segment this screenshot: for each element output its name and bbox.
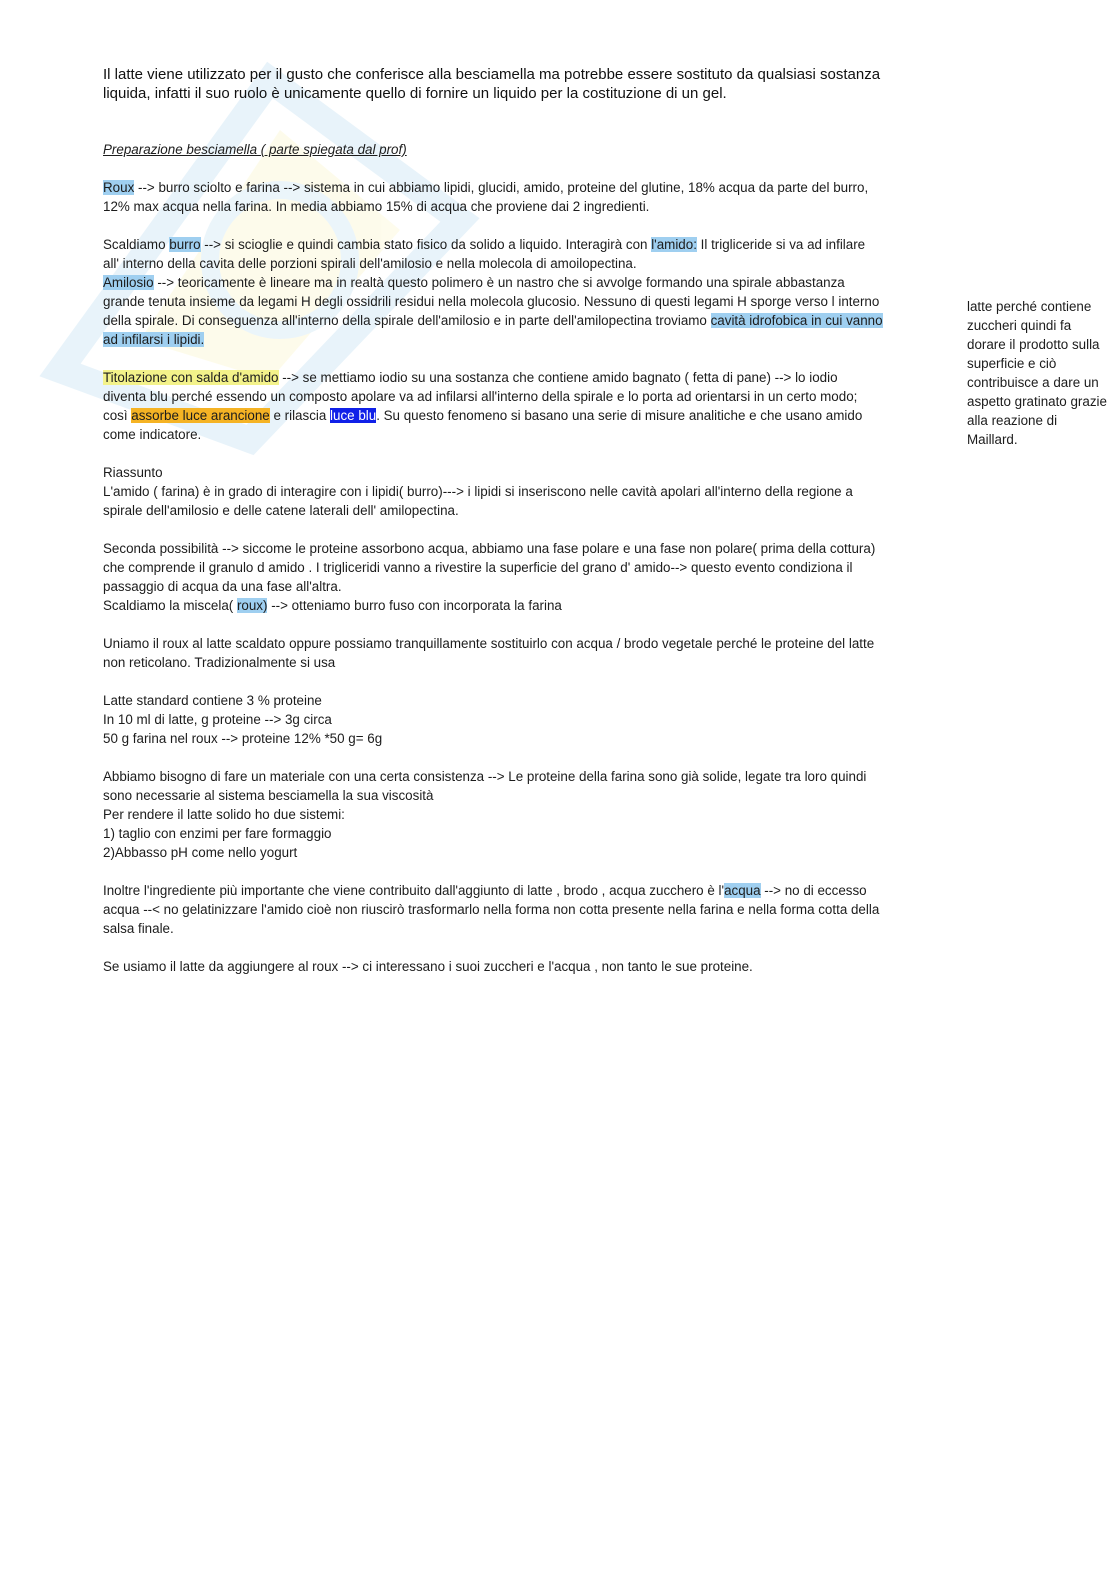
uniamo-paragraph: Uniamo il roux al latte scaldato oppure possiamo tranquillamente sostituirlo con acqua / brodo vegetale perché le proteine del latte non reticolano. Tradizionalmente si usa [103,636,875,670]
riassunto-paragraph [103,463,883,520]
seconda-paragraph [103,539,883,615]
seconda-text: Seconda possibilità --> siccome le proteine assorbono acqua, abbiamo una fase polare e una fase non polare( prima della cottura) che comprende il granulo d amido . I trigliceridi vanno a rivestire la superficie del grano d' amido--> questo evento condiziona il passaggio di acqua da una fase all'altra. [103,541,876,594]
section-heading: Preparazione besciamella ( parte spiegata dal prof) [103,142,407,157]
highlight-luce-blu: luce blu [330,408,377,423]
highlight-burro: burro [169,237,201,252]
titolazione-text-c: . Su questo fenomeno si basano una serie di misure analitiche e che usano amido come indicatore. [103,408,863,442]
roux-text: --> burro sciolto e farina --> sistema in cui abbiamo lipidi, glucidi, amido, proteine del glutine, 18% acqua da parte del burro, 12% max acqua nella farina. In media abbiamo 15% di acqua che proviene dai 2 ingredienti. [103,180,869,214]
abbiamo-line: Abbiamo bisogno di fare un materiale con una certa consistenza --> Le proteine della farina sono già solide, legate tra loro quindi sono necessarie al sistema besciamella la sua viscosità [103,769,867,803]
highlight-amido: l'amido: [651,237,697,252]
highlight-arancione: assorbe luce arancione [131,408,270,423]
highlight-titolazione: Titolazione con salda d'amido [103,370,279,385]
amilosio-text: --> teoricamente è lineare ma in realtà questo polimero è un nastro che si avvolge formando una spirale abbastanza grande tenuta insieme da legami H degli ossidrili residui nella molecola glucosio. Nessuno di questi legami H sporge verso l interno della spirale. Di conseguenza all'interno della spirale dell'amilosio e in parte dell'amilopectina troviamo [103,275,880,328]
notes-body [103,140,883,995]
abbiamo-paragraph [103,767,883,862]
latte-paragraph [103,691,883,748]
titolazione-text-b: e rilascia [269,408,331,423]
amido-paragraph [103,235,883,349]
highlight-amilosio: Amilosio [103,275,154,290]
se-usiamo-paragraph: Se usiamo il latte da aggiungere al roux --> ci interessano i suoi zuccheri e l'acqua , non tanto le sue proteine. [103,959,753,974]
seconda-text-a: Scaldiamo la miscela( [103,598,237,613]
latte-line: 50 g farina nel roux --> proteine 12% *50 g= 6g [103,731,383,746]
highlight-roux-2: roux) [236,598,268,613]
highlight-roux: Roux [103,180,135,195]
riassunto-text: L'amido ( farina) è in grado di interagire con i lipidi( burro)---> i lipidi si inseriscono nelle cavità apolari all'interno della regione a spirale dell'amilosio e delle catene laterali dell' amilopectina. [103,484,853,518]
inoltre-text-b: --> no di eccesso acqua --< no gelatinizzare l'amido cioè non riuscirò trasformarlo nella forma non cotta presente nella farina e nella forma cotta della salsa finale. [103,883,880,936]
riassunto-title: Riassunto [103,465,163,480]
latte-line: Latte standard contiene 3 % proteine [103,693,322,708]
inoltre-text-a: Inoltre l'ingrediente più importante che viene contribuito dall'aggiunto di latte , brodo , acqua zucchero è l' [103,883,725,898]
scaldiamo-text-b: --> si scioglie e quindi cambia stato fisico da solido a liquido. Interagirà con [200,237,652,252]
latte-line: In 10 ml di latte, g proteine --> 3g circa [103,712,332,727]
scaldiamo-text-a: Scaldiamo [103,237,170,252]
margin-comment: latte perché contiene zuccheri quindi fa dorare il prodotto sulla superficie e ciò contribuisce a dare un aspetto gratinato grazie alla reazione di Maillard. [967,299,1107,447]
abbiamo-line: 2)Abbasso pH come nello yogurt [103,845,298,860]
titolazione-paragraph [103,368,883,444]
intro-paragraph: Il latte viene utilizzato per il gusto che conferisce alla besciamella ma potrebbe essere sostituto da qualsiasi sostanza liquida, infatti il suo ruolo è unicamente quello di fornire un liquido per la costituzione di un gel. [103,66,881,102]
titolazione-text-a: --> se mettiamo iodio su una sostanza che contiene amido bagnato ( fetta di pane) --> lo iodio diventa blu perché essendo un composto apolare va ad infilarsi all'interno della spirale e lo porta ad orientarsi in un certo modo; così [103,370,858,423]
abbiamo-line: Per rendere il latte solido ho due sistemi: [103,807,345,822]
roux-paragraph [103,178,883,216]
highlight-cavita: cavità idrofobica in cui vanno ad infilarsi i lipidi. [103,313,883,347]
highlight-acqua: acqua [724,883,761,898]
abbiamo-line: 1) taglio con enzimi per fare formaggio [103,826,332,841]
inoltre-paragraph [103,881,883,938]
scaldiamo-text-c: Il trigliceride si va ad infilare all' interno della cavita delle porzioni spirali dell'amilosio e nella molecola di amoilopectina. [103,237,866,271]
seconda-text-b: --> otteniamo burro fuso con incorporata la farina [267,598,562,613]
